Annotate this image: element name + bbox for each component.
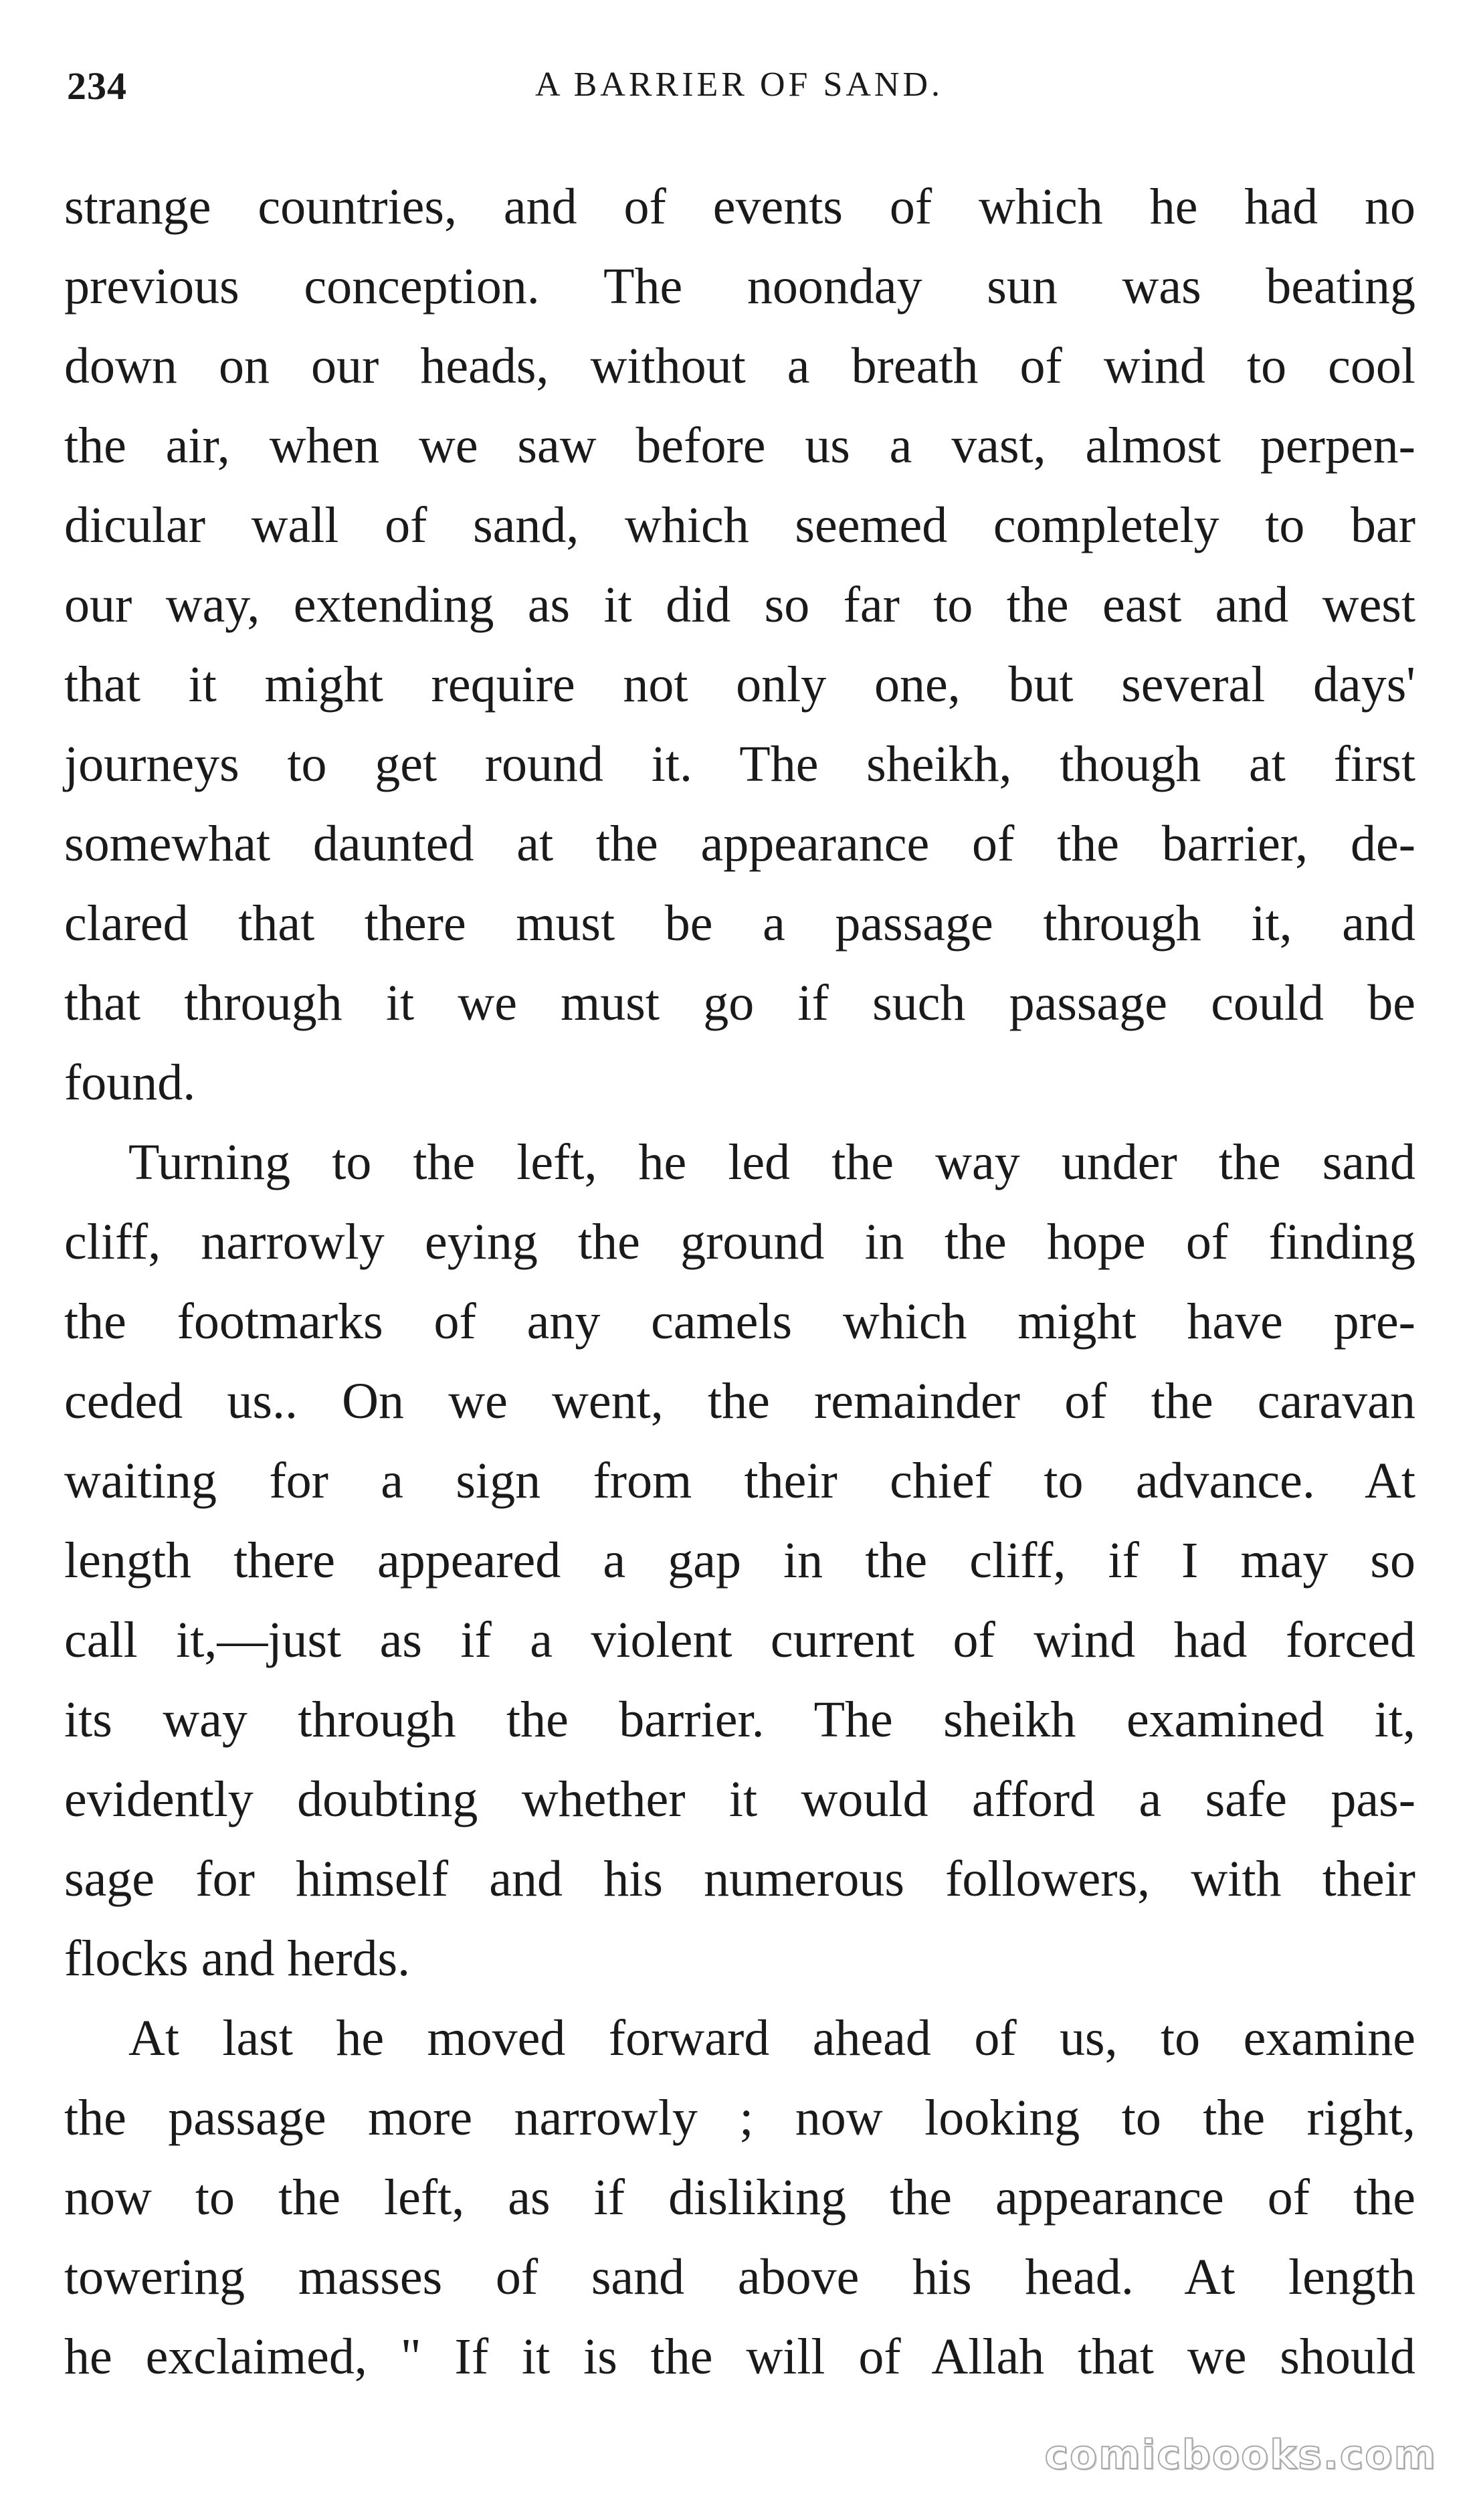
watermark: comicbooks.com — [1044, 2432, 1437, 2479]
text-line: now to the left, as if disliking the appearance of the — [64, 2169, 1415, 2226]
text-line: journeys to get round it. The sheikh, though at first — [64, 736, 1415, 792]
text-line: flocks and herds. — [64, 1930, 411, 1987]
page-header — [67, 64, 1411, 117]
text-line: ceded us.. On we went, the remainder of the caravan — [64, 1373, 1415, 1429]
text-line: length there appeared a gap in the cliff, if I may so — [64, 1532, 1415, 1589]
text-line: the passage more narrowly ; now looking to the right, — [64, 2090, 1415, 2146]
text-line: down on our heads, without a breath of wind to cool — [64, 338, 1415, 394]
text-line: dicular wall of sand, which seemed completely to bar — [64, 497, 1415, 553]
text-line: that it might require not only one, but several days' — [64, 656, 1415, 713]
text-line: evidently doubting whether it would afford a safe pas- — [64, 1771, 1415, 1827]
text-line: he exclaimed, " If it is the will of Allah that we should — [64, 2329, 1415, 2385]
text-line: call it,—just as if a violent current of wind had forced — [64, 1612, 1415, 1668]
text-line: sage for himself and his numerous followers, with their — [64, 1851, 1415, 1907]
text-line: Turning to the left, he led the way under the sand — [128, 1134, 1415, 1190]
text-line: its way through the barrier. The sheikh examined it, — [64, 1692, 1415, 1748]
paragraph — [64, 167, 1415, 1123]
text-line: clared that there must be a passage through it, and — [64, 895, 1415, 952]
text-line: towering masses of sand above his head. At length — [64, 2249, 1415, 2305]
text-line: strange countries, and of events of which he had no — [64, 179, 1415, 235]
text-line: previous conception. The noonday sun was beating — [64, 258, 1415, 314]
paragraph — [64, 1999, 1415, 2397]
text-line: somewhat daunted at the appearance of the barrier, de- — [64, 816, 1415, 872]
paragraph — [64, 1123, 1415, 1999]
page-number: 234 — [67, 64, 127, 108]
text-line: At last he moved forward ahead of us, to examine — [128, 2010, 1415, 2066]
text-line: waiting for a sign from their chief to advance. At — [64, 1453, 1415, 1509]
running-title: A BARRIER OF SAND. — [534, 66, 944, 104]
text-line: that through it we must go if such passage could be — [64, 975, 1415, 1031]
text-line: our way, extending as it did so far to the east and west — [64, 577, 1415, 633]
text-line: the footmarks of any camels which might have pre- — [64, 1293, 1415, 1350]
body-text — [64, 167, 1415, 2397]
text-line: found. — [64, 1055, 196, 1111]
text-line: the air, when we saw before us a vast, almost perpen- — [64, 418, 1415, 474]
text-line: cliff, narrowly eying the ground in the hope of finding — [64, 1214, 1415, 1270]
